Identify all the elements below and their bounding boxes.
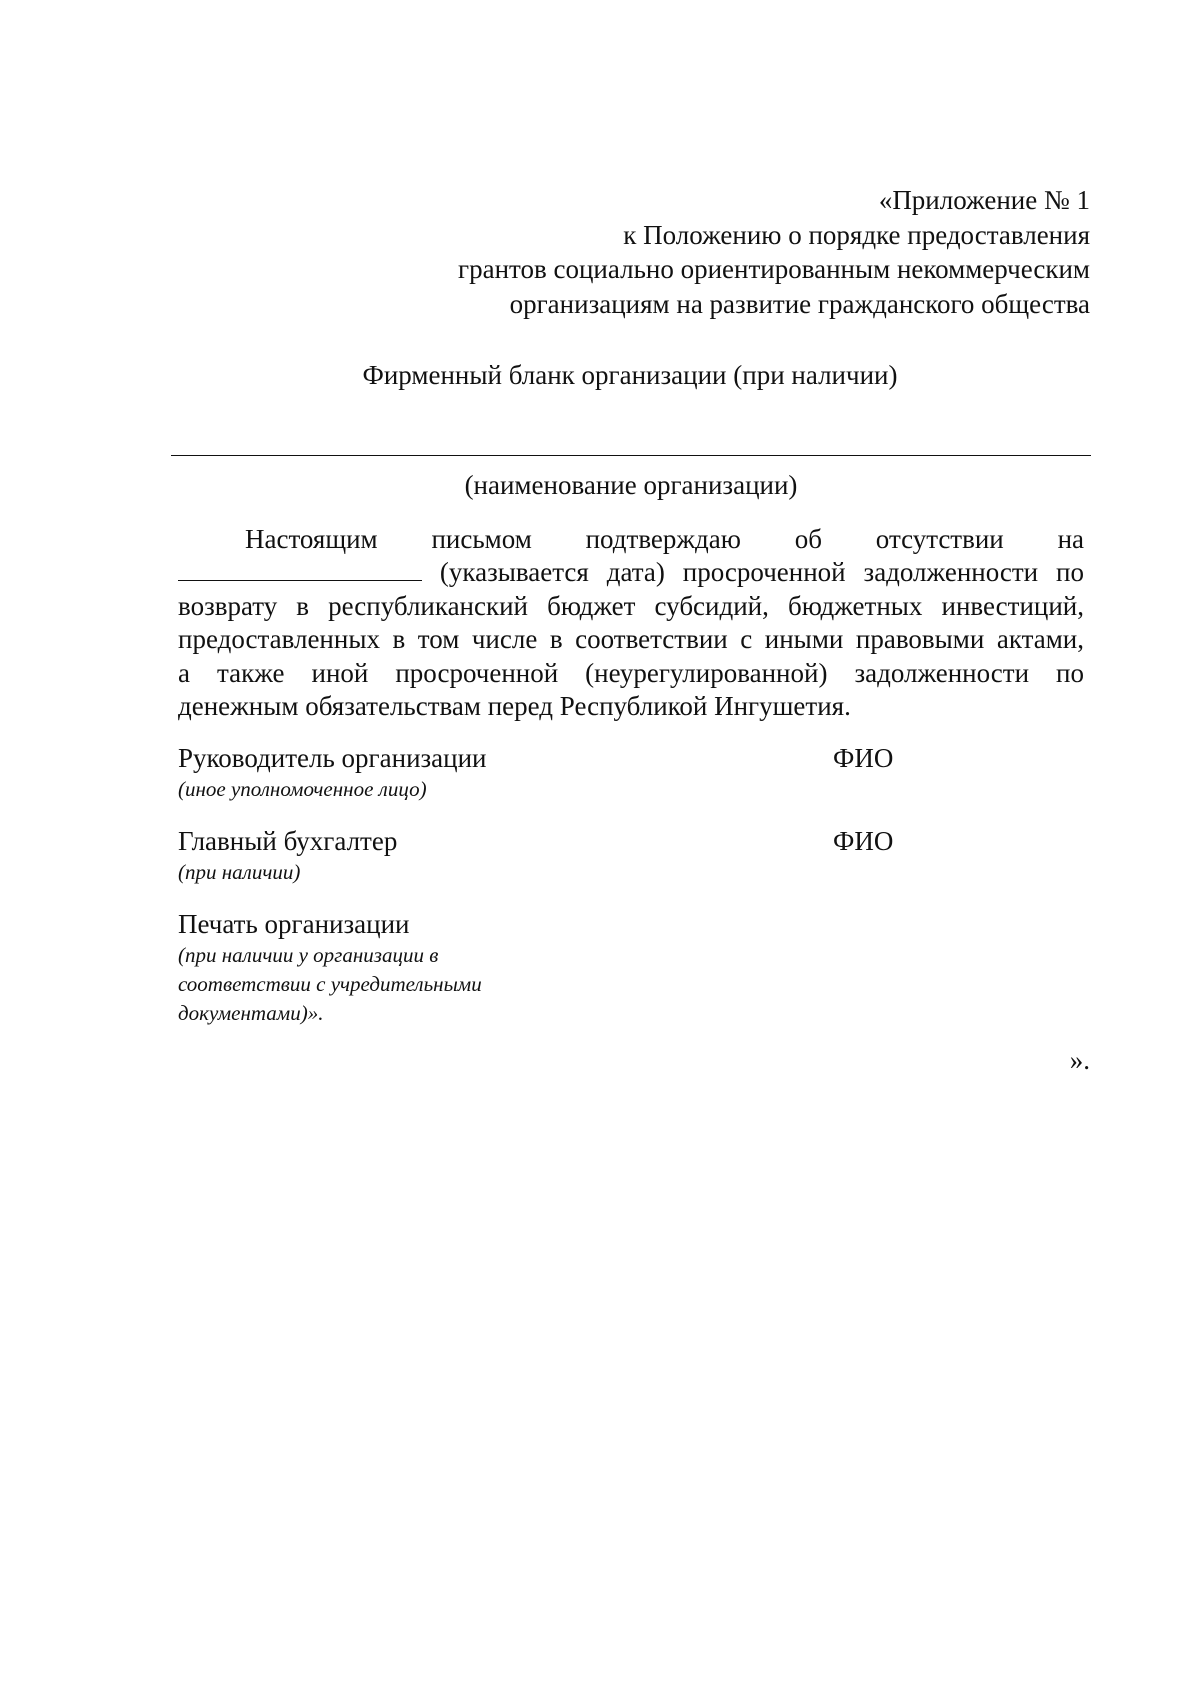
appendix-line-2: к Положению о порядке предоставления <box>623 219 1090 250</box>
paragraph-line-1-text: Настоящим письмом подтверждаю об отсутствии на <box>245 524 1084 554</box>
paragraph-line-1 <box>178 523 1084 556</box>
paragraph-line-2 <box>178 556 1084 589</box>
closing-quote: ». <box>1069 1045 1090 1075</box>
appendix-line-4: организациям на развитие гражданского общества <box>509 288 1090 319</box>
head-fio: ФИО <box>833 743 894 773</box>
stamp-note-line-1: (при наличии у организации в <box>178 943 439 967</box>
accountant-fio: ФИО <box>833 826 894 856</box>
stamp-block <box>178 907 738 1028</box>
accountant-title: Главный бухгалтер <box>178 826 398 856</box>
letterhead-caption: Фирменный бланк организации (при наличии) <box>362 360 898 390</box>
paragraph-line-3: возврату в республиканский бюджет субсидий, бюджетных инвестиций, <box>178 590 1084 621</box>
appendix-header <box>458 183 1090 321</box>
stamp-title: Печать организации <box>178 909 410 939</box>
paragraph-line-5: а также иной просроченной (неурегулированной) задолженности по <box>178 657 1084 688</box>
paragraph-line-4: предоставленных в том числе в соответствии с иными правовыми актами, <box>178 624 1084 655</box>
appendix-line-1: «Приложение № 1 <box>878 185 1090 215</box>
paragraph-line-6: денежным обязательствам перед Республикой Ингушетия. <box>178 691 851 722</box>
organization-name-caption: (наименование организации) <box>464 470 798 500</box>
appendix-line-3: грантов социально ориентированным некоммерческим <box>458 254 1090 284</box>
accountant-signature-block <box>178 824 738 887</box>
head-title: Руководитель организации <box>178 743 487 773</box>
confirmation-paragraph <box>178 523 1084 723</box>
head-signature-block <box>178 741 738 804</box>
paragraph-line-2-text: (указывается дата) просроченной задолженности по <box>422 557 1084 588</box>
stamp-note-line-3: документами)». <box>178 1001 324 1025</box>
stamp-note-line-2: соответствии с учредительными <box>178 972 482 996</box>
head-note: (иное уполномоченное лицо) <box>178 777 427 801</box>
organization-name-line <box>171 455 1091 456</box>
accountant-note: (при наличии) <box>178 860 301 884</box>
date-blank-line <box>178 558 422 581</box>
